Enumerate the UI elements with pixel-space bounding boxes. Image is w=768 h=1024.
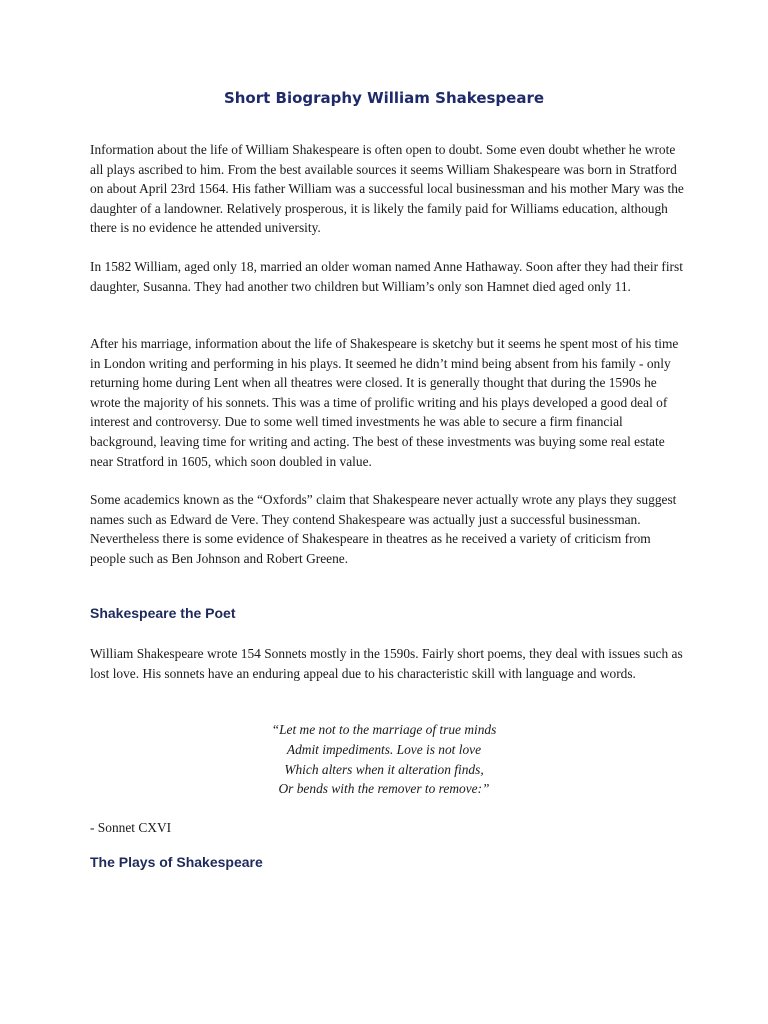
section-heading-poet: Shakespeare the Poet: [90, 605, 236, 621]
paragraph-london-career: After his marriage, information about the life of Shakespeare is sketchy but it seems he spent most of his time in London writing and performing in his plays. It seemed he didn’t mind being absent from his family - only returning home during Lent when all theatres were closed. It is generally thought that during the 1590s he wrote the majority of his sonnets. This was a time of prolific writing and his plays developed a good deal of interest and controversy. Due to some well timed investments he was able to secure a firm financial background, leaving time for writing and acting. The best of these investments was buying some real estate near Stratford in 1605, which soon doubled in value.: [90, 336, 679, 469]
paragraph-sonnets: William Shakespeare wrote 154 Sonnets mostly in the 1590s. Fairly short poems, they deal with issues such as lost love. His sonnets have an enduring appeal due to his characteristic skill with language and words.: [90, 646, 683, 681]
sonnet-attribution: - Sonnet CXVI: [90, 820, 172, 835]
poem-line: Admit impediments. Love is not love: [286, 741, 482, 757]
section-heading-plays: The Plays of Shakespeare: [90, 854, 263, 870]
paragraph-marriage: In 1582 William, aged only 18, married an older woman named Anne Hathaway. Soon after they had their first daughter, Susanna. They had another two children but William’s only son Hamnet died aged only 11.: [90, 259, 683, 294]
paragraph-early-life: Information about the life of William Shakespeare is often open to doubt. Some even doubt whether he wrote all plays ascribed to him. From the best available sources it seems William Shakespeare was born in Stratford on about April 23rd 1564. His father William was a successful local businessman and his mother Mary was the daughter of a landowner. Relatively prosperous, it is likely the family paid for Williams education, although there is no evidence he attended university.: [90, 142, 684, 236]
sonnet-quote: [0, 720, 768, 799]
page-title: Short Biography William Shakespeare: [223, 89, 545, 107]
paragraph-oxfords-theory: Some academics known as the “Oxfords” claim that Shakespeare never actually wrote any plays they suggest names such as Edward de Vere. They contend Shakespeare was actually just a successful businessman. Nevertheless there is some evidence of Shakespeare in theatres as he received a variety of criticism from people such as Ben Johnson and Robert Greene.: [90, 492, 677, 566]
poem-line: Or bends with the remover to remove:”: [278, 781, 490, 797]
poem-line: Which alters when it alteration finds,: [284, 761, 484, 777]
poem-line: “Let me not to the marriage of true minds: [271, 722, 497, 737]
